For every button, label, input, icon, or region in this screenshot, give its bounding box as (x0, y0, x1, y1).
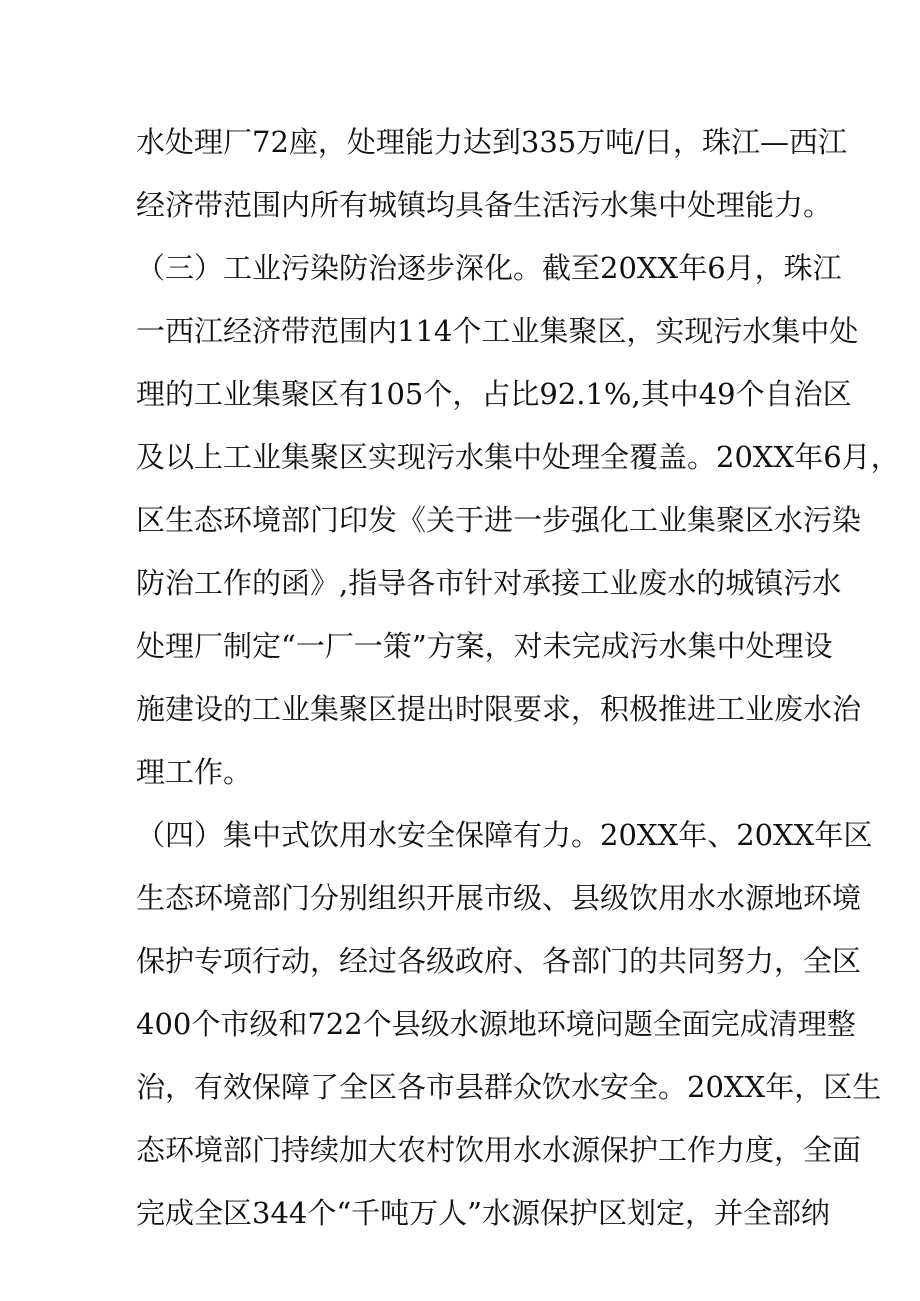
text-line-9: 处理厂制定“一厂一策”方案，对未完成污水集中处理设 (136, 629, 833, 663)
text-line-5: 理的工业集聚区有105个，占比92.1%,其中49个自治区 (136, 377, 852, 411)
text-line-15: 400个市级和722个县级水源地环境问题全面完成清理整 (136, 1007, 856, 1041)
text-line-6: 及以上工业集聚区实现污水集中处理全覆盖。20XX年6月， (136, 440, 900, 474)
text-line-1: 水处理厂72座，处理能力达到335万吨/日，珠江—西江 (136, 125, 848, 159)
text-line-3: （三）工业污染防治逐步深化。截至20XX年6月，珠江 (136, 251, 842, 285)
text-line-14: 保护专项行动，经过各级政府、各部门的共同努力，全区 (136, 944, 862, 978)
text-line-17: 态环境部门持续加大农村饮用水水源保护工作力度，全面 (136, 1133, 862, 1167)
text-line-8: 防治工作的函》,指导各市针对承接工业废水的城镇污水 (136, 566, 842, 600)
text-line-4: 一西江经济带范围内114个工业集聚区，实现污水集中处 (136, 314, 859, 348)
text-line-16: 治，有效保障了全区各市县群众饮水安全。20XX年，区生 (136, 1070, 882, 1104)
text-line-18: 完成全区344个“千吨万人”水源保护区划定，并全部纳 (136, 1196, 831, 1230)
text-line-12: （四）集中式饮用水安全保障有力。20XX年、20XX年区 (136, 818, 873, 852)
text-line-13: 生态环境部门分别组织开展市级、县级饮用水水源地环境 (136, 881, 862, 915)
text-line-7: 区生态环境部门印发《关于进一步强化工业集聚区水污染 (136, 503, 862, 537)
text-line-2: 经济带范围内所有城镇均具备生活污水集中处理能力。 (136, 188, 833, 222)
text-line-10: 施建设的工业集聚区提出时限要求，积极推进工业废水治 (136, 692, 862, 726)
text-line-11: 理工作。 (136, 755, 253, 789)
